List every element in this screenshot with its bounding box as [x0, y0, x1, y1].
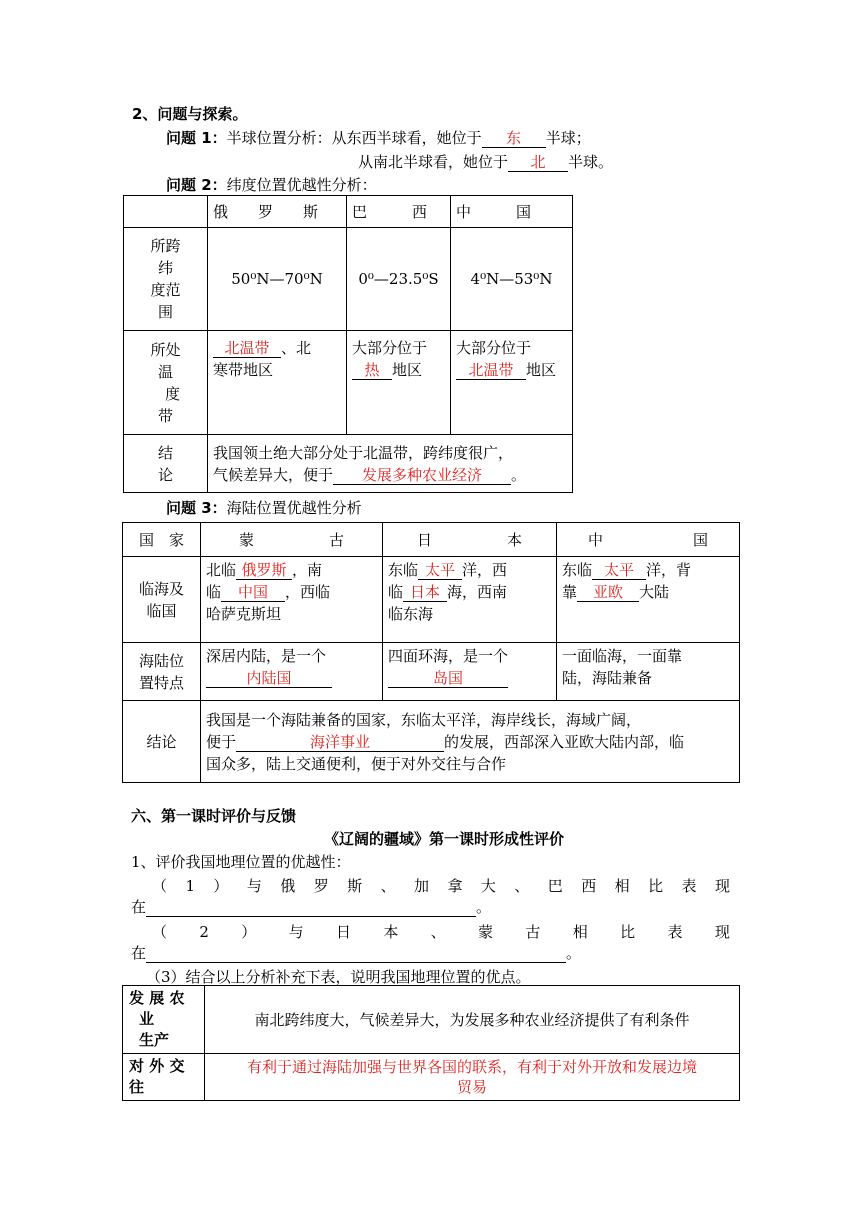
- header-china: 中 国: [451, 196, 573, 228]
- question-1-line2-suffix: 半球。: [568, 153, 614, 171]
- spaced-char: （: [152, 923, 168, 941]
- row-label-features: 海陆位 置特点: [123, 643, 201, 701]
- cell-latitude-conclusion: 我国领土绝大部分处于北温带，跨纬度很广， 气候差异大，便于 发展多种农业经济 。: [208, 435, 573, 493]
- spaced-char: 西: [581, 877, 597, 895]
- spaced-char: 与: [288, 923, 304, 941]
- answer-blank-north: 北: [508, 153, 568, 172]
- sub-question-3: （3）结合以上分析补充下表，说明我国地理位置的优点。: [146, 968, 531, 986]
- spaced-char: 本: [383, 923, 399, 941]
- spaced-char: 表: [667, 923, 683, 941]
- spaced-char: 俄: [280, 877, 296, 895]
- spaced-char: 、: [514, 877, 530, 895]
- cell-brazil-latitude: 0⁰—23.5⁰S: [347, 228, 451, 331]
- cell-china-neighbors: 东临 太平 洋，背 靠 亚欧 大陆: [557, 557, 740, 643]
- section-6-subtitle: 《辽阔的疆域》第一课时形成性评价: [323, 830, 564, 848]
- question-1-prefix: 半球位置分析：从东西半球看，她位于: [226, 129, 482, 147]
- cell-mongolia-feature: 深居内陆，是一个 内陆国: [201, 643, 383, 701]
- header-russia: 俄 罗 斯: [208, 196, 347, 228]
- spaced-char: 现: [714, 877, 730, 895]
- question-2-label: 问题 2：: [166, 176, 227, 194]
- question-1-line2: [358, 152, 613, 172]
- spaced-char: 相: [614, 877, 630, 895]
- question-1-label: 问题 1：: [166, 129, 227, 147]
- cell-brazil-zone: 大部分位于 热 地区: [347, 331, 451, 435]
- answer-blank[interactable]: [146, 946, 566, 963]
- question-1: [166, 128, 591, 148]
- cell-japan-neighbors: 东临 太平 洋，西 临 日本 海，西南 临东海: [383, 557, 557, 643]
- spaced-char: ）: [241, 923, 257, 941]
- spaced-char: ）: [213, 877, 229, 895]
- cell-russia-latitude: 50⁰N—70⁰N: [208, 228, 347, 331]
- latitude-table: [123, 195, 573, 493]
- sub-question-2: [152, 922, 730, 942]
- row-label-temperature-zone: 所处 温 度 带: [124, 331, 208, 435]
- row-label-agriculture: 发 展 农 业 生产: [123, 986, 205, 1054]
- evaluation-item-1: 1、评价我国地理位置的优越性：: [131, 853, 351, 871]
- section-title: 2、问题与探索。: [132, 105, 248, 123]
- spaced-char: 现: [714, 923, 730, 941]
- question-3-text: 海陆位置优越性分析: [226, 499, 362, 517]
- spaced-char: 加: [414, 877, 430, 895]
- spaced-char: 表: [681, 877, 697, 895]
- cell-mongolia-neighbors: 北临 俄罗斯 ，南 临 中国 ，西临 哈萨克斯坦: [201, 557, 383, 643]
- header-country: 国 家: [123, 523, 201, 557]
- cell-sea-land-conclusion: 我国是一个海陆兼备的国家，东临太平洋，海岸线长，海域广阔， 便于 海洋事业 的发展，西部深入亚欧大陆内部，临 国众多，陆上交通便利，便于对外交往与合作: [201, 701, 740, 783]
- spaced-char: 、: [430, 923, 446, 941]
- question-2-text: 纬度位置优越性分析：: [226, 176, 377, 194]
- sub-question-2-line2: 在 。: [131, 944, 582, 962]
- cell-foreign-exchange: 有利于通过海陆加强与世界各国的联系，有利于对外开放和发展边境 贸易: [205, 1054, 740, 1101]
- question-2: [166, 175, 377, 195]
- header-brazil: 巴 西: [347, 196, 451, 228]
- header-china: 中 国: [557, 523, 740, 557]
- answer-blank-east: 东: [482, 129, 546, 148]
- spaced-char: 拿: [447, 877, 463, 895]
- spaced-char: 比: [620, 923, 636, 941]
- advantage-table: [122, 985, 740, 1101]
- spaced-char: 巴: [547, 877, 563, 895]
- cell-china-latitude: 4⁰N—53⁰N: [451, 228, 573, 331]
- spaced-char: 、: [380, 877, 396, 895]
- cell-japan-feature: 四面环海，是一个 岛国: [383, 643, 557, 701]
- spaced-char: 与: [246, 877, 262, 895]
- sub-question-1-line2: 在 。: [131, 898, 492, 916]
- spaced-char: 相: [572, 923, 588, 941]
- cell-agriculture: 南北跨纬度大，气候差异大，为发展多种农业经济提供了有利条件: [205, 986, 740, 1054]
- spaced-char: 蒙: [478, 923, 494, 941]
- spaced-char: 比: [648, 877, 664, 895]
- row-label-neighbors: 临海及 临国: [123, 557, 201, 643]
- sub-question-1: [152, 876, 730, 896]
- row-label-foreign-exchange: 对 外 交 往: [123, 1054, 205, 1101]
- spaced-char: （: [152, 877, 168, 895]
- question-3-label: 问题 3：: [166, 499, 227, 517]
- header-japan: 日 本: [383, 523, 557, 557]
- row-label-conclusion: 结论: [123, 701, 201, 783]
- cell-russia-zone: 北温带 、北 寒带地区: [208, 331, 347, 435]
- spaced-char: 2: [199, 923, 209, 941]
- cell-china-zone: 大部分位于 北温带 地区: [451, 331, 573, 435]
- question-3: [166, 498, 362, 518]
- header-mongolia: 蒙 古: [201, 523, 383, 557]
- spaced-char: 1: [185, 877, 195, 895]
- spaced-char: 日: [335, 923, 351, 941]
- answer-blank[interactable]: [146, 900, 476, 917]
- table-header-empty: [124, 196, 208, 228]
- cell-china-feature: 一面临海，一面靠 陆，海陆兼备: [557, 643, 740, 701]
- spaced-char: 斯: [347, 877, 363, 895]
- section-6-title: 六、第一课时评价与反馈: [131, 807, 297, 825]
- spaced-char: 罗: [313, 877, 329, 895]
- question-1-suffix: 半球；: [545, 129, 591, 147]
- row-label-latitude-range: 所跨 纬 度范 围: [124, 228, 208, 331]
- row-label-conclusion: 结 论: [124, 435, 208, 493]
- question-1-line2-prefix: 从南北半球看，她位于: [358, 153, 509, 171]
- spaced-char: 大: [480, 877, 496, 895]
- spaced-char: 古: [525, 923, 541, 941]
- sea-land-table: [122, 522, 740, 783]
